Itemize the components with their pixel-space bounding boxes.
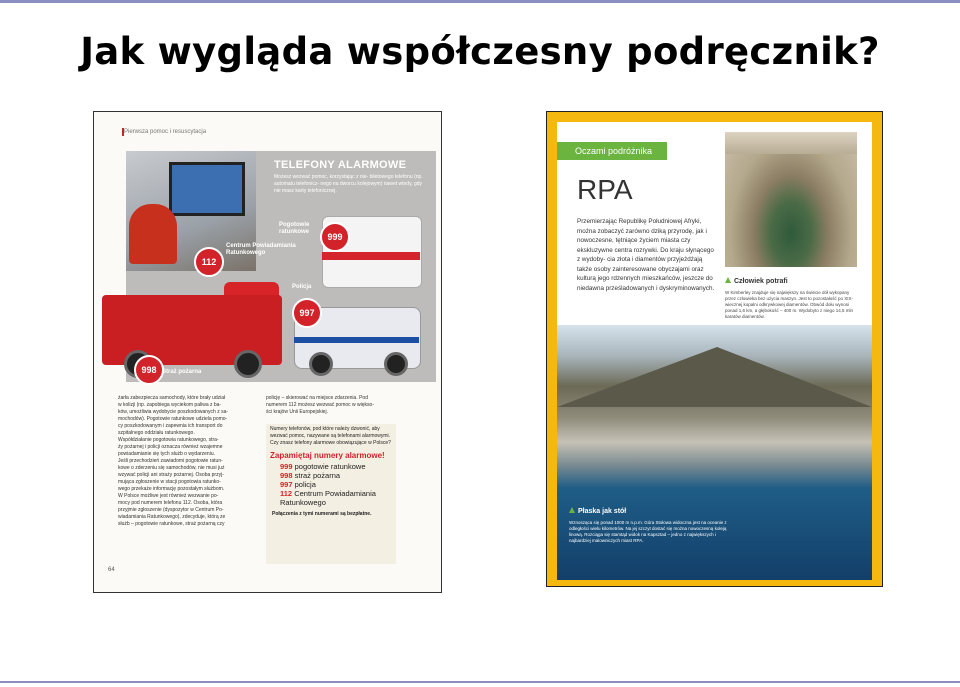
box-text: Możesz wezwać pomoc, korzystając z nie- biletowego telefonu (np. automatu telefonicz- nego na dworcu kolejowym) nawet wtedy, gdy nie masz karty telefonicznej. <box>274 174 423 194</box>
text-line: ków, umożliwia wydobycie poszkodowanych z sa- <box>118 409 229 415</box>
number-row <box>280 480 396 489</box>
text-line: w kolizji (np. zapobiega wyciekom paliwa z ba- <box>118 402 222 408</box>
bottom-rule <box>0 681 960 683</box>
text-line: mochodów). Pogotowie ratunkowe udziela pomo- <box>118 416 228 422</box>
section-tab: Oczami podróżnika <box>557 142 667 160</box>
phone-badge-998: 998 <box>134 355 164 385</box>
slide-title: Jak wygląda współczesny podręcznik? <box>80 30 880 73</box>
text-line: szpitalnego oddziału ratunkowego. <box>118 430 195 436</box>
police-stripe <box>294 337 419 343</box>
ambulance-stripe <box>322 252 420 260</box>
caption-heading <box>569 507 626 515</box>
body-text: Przemierzając Republikę Południowej Afryki, można zobaczyć zarówno dziką przyrodę, jak i nowoczesne, tętniące życiem miasta czy ekskluzywne centra rozrywki. Do kraju słynącego z wydoby- cia złota i diamentów przyjeżdżają także osoby zainteresowane obyczajami oraz kulturą jego rdzennych mieszkańców, jeszcze do niedawna prześladowanych i dyskryminowanych. <box>577 218 715 292</box>
text-line: służb – pogotowie ratunkowe, straż pożarną czy <box>118 521 225 527</box>
box-title: TELEFONY ALARMOWE <box>274 159 407 171</box>
service: Centrum Powiadamiania Ratunkowego <box>280 489 376 507</box>
page-number: 64 <box>108 567 115 573</box>
textbook-page-right <box>546 111 883 587</box>
dispatcher-person <box>129 204 177 264</box>
triangle-icon <box>569 507 575 513</box>
badge-label-112: Centrum Powiadamiania Ratunkowego <box>226 243 296 256</box>
text-line: przyjmie zgłoszenie (dyspozytor w Centrum Po- <box>118 507 224 513</box>
number-row <box>280 489 396 507</box>
number: 999 <box>280 462 293 471</box>
text-line: cy poszkodowanym i zapewnia ich transport do <box>118 423 223 429</box>
table-mountain <box>557 347 872 407</box>
text-line: żarła zabezpiecza samochody, które brały udział <box>118 395 226 401</box>
text-line: wego przekaże informację pozostałym służbom. <box>118 486 225 492</box>
firetruck-wheel <box>234 350 262 378</box>
page-header: Pierwsza pomoc i resuscytacja <box>124 129 207 135</box>
page-content <box>557 122 872 580</box>
caption-heading-text: Płaska jak stół <box>578 508 627 515</box>
triangle-icon <box>725 277 731 283</box>
number: 112 <box>280 489 293 498</box>
sidebar-heading <box>725 277 788 285</box>
textbook-page-left <box>93 111 442 593</box>
phone-badge-997: 997 <box>292 298 322 328</box>
text-line: Jeśli przechodzień zawiadomi pogotowie ratun- <box>118 458 223 464</box>
text-column-1 <box>118 395 278 528</box>
badge-label-998: Straż pożarna <box>162 369 202 375</box>
info-footer: Połączenia z tymi numerami są bezpłatne. <box>272 511 372 517</box>
police-wheel <box>384 352 408 376</box>
text-line: kowe o zderzeniu się samochodów, nie musi już <box>118 465 225 471</box>
sidebar-text: W Kimberley znajduje się największy na świecie dół wykopany przez człowieka bez użycia maszyn. Jest to pozostałość po XIX-wiecznej kopalni odkrywkowej diamentów. Obwód dołu wynosi ponad 1,6 km, a głębokość – 400 m. Wydobyto z niego 14,5 mln karatów diamentów. <box>725 290 854 319</box>
service: pogotowie ratunkowe <box>294 462 366 471</box>
service: policja <box>294 480 316 489</box>
badge-label-999: Pogotowie ratunkowe <box>279 222 310 235</box>
sidebar-heading-text: Człowiek potrafi <box>734 278 788 285</box>
page-heading: RPA <box>577 174 633 205</box>
big-hole-sky <box>725 132 857 154</box>
number: 998 <box>280 471 293 480</box>
text-line: W Polsce możliwe jest również wezwanie po- <box>118 493 219 499</box>
police-wheel <box>309 352 333 376</box>
text-line: ści krajów Unii Europejskiej. <box>266 409 328 415</box>
number-row <box>280 471 396 480</box>
text-line: policję – skierować na miejsce zdarzenia. Pod <box>266 395 368 401</box>
caption-text: Wznosząca się ponad 1000 m n.p.m. Góra Stołowa widoczna jest na oceanie z odległości wielu kilometrów. Na jej szczyt dostać się można nowoczesną koleją linową. Rozciąga się stamtąd widok na Kapsztad – jedno z największych i najbardziej malowniczych miast RPA. <box>569 520 727 543</box>
text-line: wzywać policji ani straży pożarnej. Osoba przyj- <box>118 472 224 478</box>
text-line: numerem 112 możesz wezwać pomoc w więkso- <box>266 402 375 408</box>
text-line: ży pożarnej i policji oznacza również wzajemne <box>118 444 223 450</box>
text-line: mująca zgłoszenie w stacji pogotowia ratunko- <box>118 479 221 485</box>
text-line: wiadamiania Ratunkowego), zdecyduje, którą ze <box>118 514 226 520</box>
phone-badge-999: 999 <box>320 222 350 252</box>
text-line: powiadamianie się tych służb o wydarzeniu. <box>118 451 215 457</box>
text-column-2 <box>266 395 406 416</box>
service: straż pożarna <box>294 471 341 480</box>
number: 997 <box>280 480 293 489</box>
info-heading: Zapamiętaj numery alarmowe! <box>270 451 385 460</box>
text-line: mocy pod numerem telefonu 112. Osoba, która <box>118 500 223 506</box>
top-rule <box>0 0 960 3</box>
info-question: Numery telefonów, pod które należy dzwonić, aby wezwać pomoc, nazywane są telefonami alarmowymi. Czy znasz telefony alarmowe obowiązujące w Polsce? <box>270 426 391 446</box>
phone-badge-112: 112 <box>194 247 224 277</box>
number-row <box>280 462 396 471</box>
badge-label-997: Policja <box>292 284 312 290</box>
text-line: Współdziałanie pogotowia ratunkowego, stra- <box>118 437 219 443</box>
info-box <box>266 424 396 564</box>
dispatcher-monitor <box>169 162 245 216</box>
